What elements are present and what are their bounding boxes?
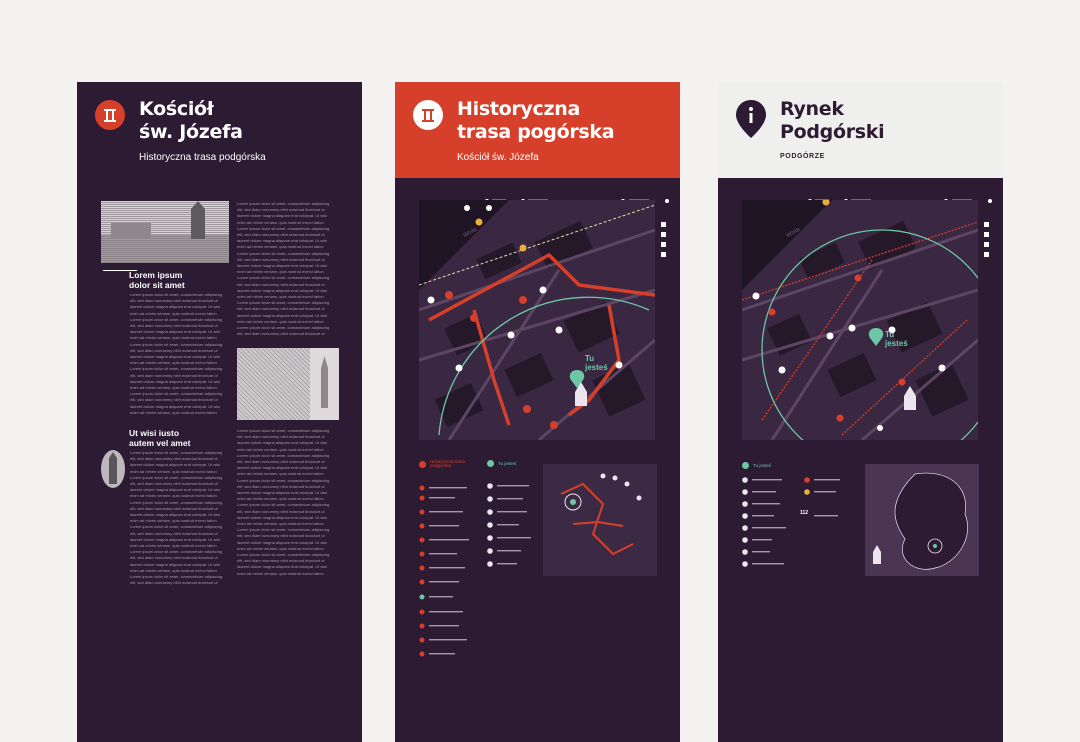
map-top-legend (483, 192, 673, 200)
body-text-1: Lorem ipsum dolor sit amet, consectetuer adipiscing elit, sed diam nonummy nibh euismod tincidunt ut laoreet dolore magna aliquam erat volutpat. Ut wisi enim ad minim veniam, quis nostrud exerci tation Lorem ipsum dolor sit amet, consectetuer adipiscing elit, sed diam nonummy nibh euismod tincidunt ut laoreet dolore magna aliquam erat volutpat. Ut wisi enim ad minim veniam, quis nostrud exerci tation Lorem ipsum dolor sit amet, consectetuer adipiscing elit, sed diam nonummy nibh euismod tincidunt ut laoreet dolore magna aliquam erat volutpat. Ut wisi enim ad minim veniam, quis nostrud exerci tation Lorem ipsum dolor sit amet, consectetuer adipiscing elit, sed diam nonummy nibh euismod tincidunt ut laoreet dolore magna aliquam erat volutpat. Ut wisi enim ad minim veniam, quis nostrud exerci tation Lorem ipsum dolor sit amet, consectetuer adipiscing elit, sed diam nonummy nibh euismod tincidunt ut laoreet dolore magna aliquam erat volutpat. Ut wisi enim ad minim veniam, quis nostrud exerci tation (130, 292, 223, 415)
poi-legend: Tu jesteś 112 (742, 462, 862, 582)
panel-subtitle: Kościół św. Józefa (457, 152, 539, 163)
section-heading-1: Lorem ipsum dolor sit amet (129, 270, 185, 290)
column-icon (413, 100, 443, 130)
section-heading-2: Ut wisi iusto autem vel amet (129, 428, 191, 448)
body-text-2: Lorem ipsum dolor sit amet, consectetuer adipiscing elit, sed diam nonummy nibh euismod tincidunt ut laoreet dolore magna aliquam erat volutpat. Ut wisi enim ad minim veniam, quis nostrud exerci tation Lorem ipsum dolor sit amet, consectetuer adipiscing elit, sed diam nonummy nibh euismod tincidunt ut laoreet dolore magna aliquam erat volutpat. Ut wisi enim ad minim veniam, quis nostrud exerci tation Lorem ipsum dolor sit amet, consectetuer adipiscing elit, sed diam nonummy nibh euismod tincidunt ut laoreet dolore magna aliquam erat volutpat. Ut wisi enim ad minim veniam, quis nostrud exerci tation Lorem ipsum dolor sit amet, consectetuer adipiscing elit, sed diam nonummy nibh euismod tincidunt ut laoreet dolore magna aliquam erat volutpat. Ut wisi enim ad minim veniam, quis nostrud exerci tation Lorem ipsum dolor sit amet, consectetuer adipiscing elit, sed diam nonummy nibh euismod tincidunt ut laoreet dolore magna aliquam erat volutpat. Ut wisi enim ad minim veniam, quis nostrud exerci tation Lorem ipsum dolor sit amet, consectetuer adipiscing elit, sed diam nonummy nibh euismod tincidunt ut (130, 450, 223, 586)
info-icon (736, 100, 766, 138)
route-map (419, 200, 655, 440)
you-are-here-label: Tu jesteś (585, 354, 608, 372)
you-are-here-label: Tu jesteś (885, 330, 908, 348)
river-label: Wisła (785, 226, 802, 240)
panel-subtitle: PODGÓRZE (780, 153, 825, 160)
district-minimap (865, 464, 979, 576)
signboard-church (77, 82, 362, 742)
historic-map-image (237, 348, 310, 420)
body-text-3: Lorem ipsum dolor sit amet, consectetuer adipiscing elit, sed diam nonummy nibh euismod tincidunt ut laoreet dolore magna aliquam erat volutpat. Ut wisi enim ad minim veniam, quis nostrud exerci tation Lorem ipsum dolor sit amet, consectetuer adipiscing elit, sed diam nonummy nibh euismod tincidunt ut laoreet dolore magna aliquam erat volutpat. Ut wisi enim ad minim veniam, quis nostrud exerci tation Lorem ipsum dolor sit amet, consectetuer adipiscing elit, sed diam nonummy nibh euismod tincidunt ut laoreet dolore magna aliquam erat volutpat. Ut wisi enim ad minim veniam, quis nostrud exerci tation Lorem ipsum dolor sit amet, consectetuer adipiscing elit, sed diam nonummy nibh euismod tincidunt ut laoreet dolore magna aliquam erat volutpat. Ut wisi enim ad minim veniam, quis nostrud exerci tation Lorem ipsum dolor sit amet, consectetuer adipiscing elit, sed diam nonummy nibh euismod tincidunt ut laoreet dolore magna aliquam erat volutpat. Ut wisi enim ad minim veniam, quis nostrud exerci tation Lorem ipsum dolor sit amet, consectetuer adipiscing elit, sed diam nonummy nibh euismod tincidunt ut (237, 201, 330, 337)
location-icon (487, 460, 494, 467)
legend-number: 112 (800, 510, 809, 516)
column-icon (95, 100, 125, 130)
body-text-4: Lorem ipsum dolor sit amet, consectetuer adipiscing elit, sed diam nonummy nibh euismod tincidunt ut laoreet dolore magna aliquam erat volutpat. Ut wisi enim ad minim veniam, quis nostrud exerci tation Lorem ipsum dolor sit amet, consectetuer adipiscing elit, sed diam nonummy nibh euismod tincidunt ut laoreet dolore magna aliquam erat volutpat. Ut wisi enim ad minim veniam, quis nostrud exerci tation Lorem ipsum dolor sit amet, consectetuer adipiscing elit, sed diam nonummy nibh euismod tincidunt ut laoreet dolore magna aliquam erat volutpat. Ut wisi enim ad minim veniam, quis nostrud exerci tation Lorem ipsum dolor sit amet, consectetuer adipiscing elit, sed diam nonummy nibh euismod tincidunt ut laoreet dolore magna aliquam erat volutpat. Ut wisi enim ad minim veniam, quis nostrud exerci tation Lorem ipsum dolor sit amet, consectetuer adipiscing elit, sed diam nonummy nibh euismod tincidunt ut laoreet dolore magna aliquam erat volutpat. Ut wisi enim ad minim veniam, quis nostrud exerci tation Lorem ipsum dolor sit amet, consectetuer adipiscing elit, sed diam nonummy nibh euismod tincidunt ut laoreet dolore magna aliquam erat volutpat. Ut wisi enim ad minim veniam, quis nostrud exerci tation (237, 428, 330, 576)
location-icon (742, 462, 749, 469)
oval-portrait (101, 450, 125, 488)
overview-minimap (543, 464, 657, 576)
route-legend: Historyczna trasa podgórska Tu jesteś (419, 460, 569, 720)
panel-title: Historyczna trasa pogórska (457, 98, 615, 143)
church-photo (101, 201, 229, 263)
panel-title: Kościół św. Józefa (139, 98, 243, 143)
map-side-legend (659, 222, 671, 272)
river-label: Wisła (462, 226, 479, 240)
signboard-route-map (395, 82, 680, 742)
area-map (742, 200, 978, 440)
route-icon (419, 461, 426, 468)
map-top-legend (806, 192, 996, 200)
map-side-legend (982, 222, 994, 272)
signboard-square (718, 82, 1003, 742)
panel-subtitle: Historyczna trasa podgórska (139, 152, 266, 163)
church-drawing-image (310, 348, 339, 420)
panel-title: Rynek Podgórski (780, 98, 885, 143)
